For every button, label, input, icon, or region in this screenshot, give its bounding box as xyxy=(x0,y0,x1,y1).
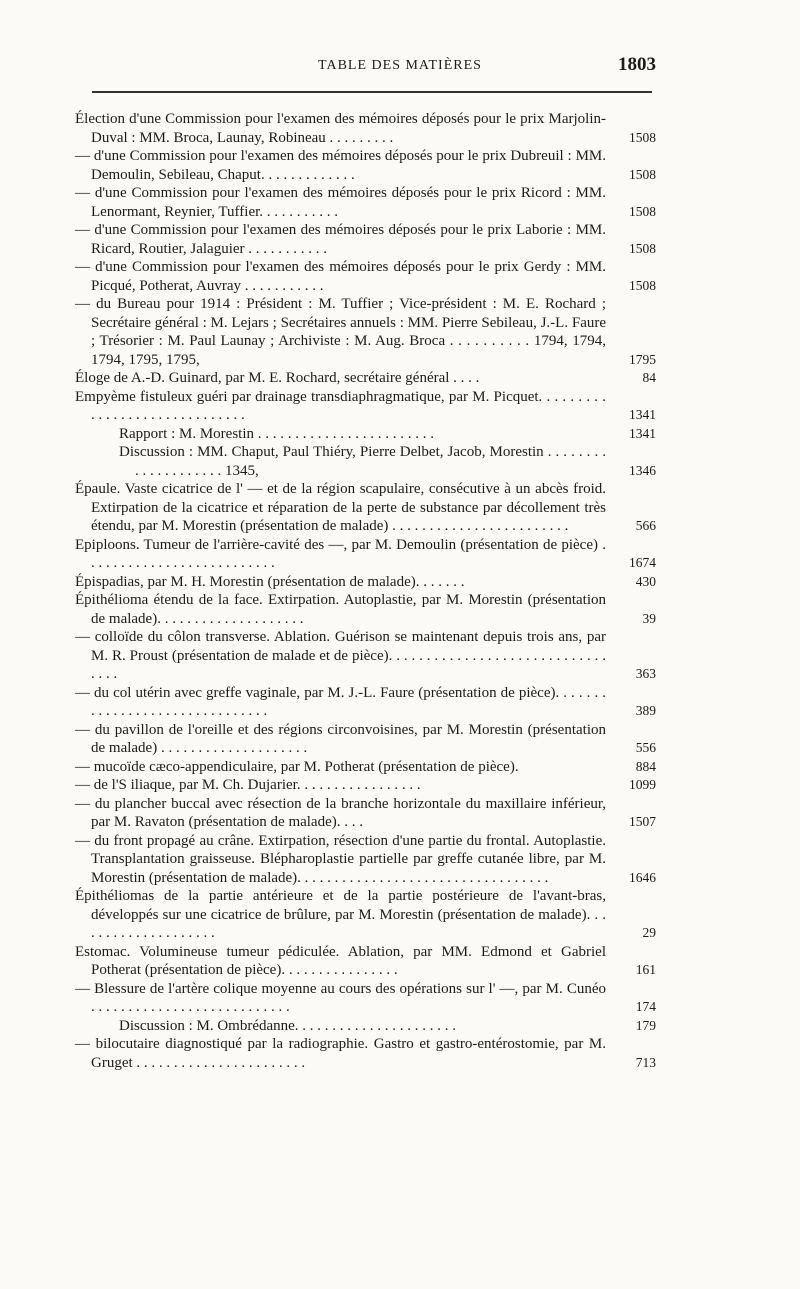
entry-page: 556 xyxy=(635,740,656,755)
entry-text: Élection d'une Commission pour l'examen des mémoires déposés pour le prix Marjolin-Duval : MM. Broca, Launay, Robineau . . . . . . . . . xyxy=(75,111,606,146)
index-entry xyxy=(75,887,656,943)
entry-page: 179 xyxy=(635,1017,656,1033)
entry-text: — Blessure de l'artère colique moyenne au cours des opérations sur l' —, par M. Cunéo . . . . . . . . . . . . . . . . . . . . . . . . . . . xyxy=(75,980,606,1015)
index-entry xyxy=(75,758,656,777)
index-entry xyxy=(75,943,656,980)
entry-text: Estomac. Volumineuse tumeur pédiculée. Ablation, par MM. Edmond et Gabriel Potherat (présentation de pièce). . . . . . . . . . . . . . . . xyxy=(75,943,606,978)
entry-page: 1341 xyxy=(629,425,656,441)
entry-text: — du plancher buccal avec résection de la branche horizontale du maxillaire inférieur, par M. Ravaton (présentation de malade). . . . xyxy=(75,795,606,830)
index-entry xyxy=(75,295,656,369)
entry-page: 1341 xyxy=(629,407,656,422)
entry-page: 39 xyxy=(642,610,656,626)
entry-page: 363 xyxy=(635,666,656,681)
entry-page: 1795 xyxy=(629,351,656,367)
entry-page: 1508 xyxy=(629,203,656,219)
entry-text: Discussion : MM. Chaput, Paul Thiéry, Pierre Delbet, Jacob, Morestin . . . . . . . . . . . . . . . . . . . . 1345, xyxy=(119,444,606,479)
entry-page: 1646 xyxy=(629,869,656,885)
entry-text: — d'une Commission pour l'examen des mémoires déposés pour le prix Dubreuil : MM. Demoulin, Sebileau, Chaput. . . . . . . . . . . . . xyxy=(75,148,606,183)
entry-page: 389 xyxy=(635,703,656,718)
entry-page: 1507 xyxy=(629,814,656,829)
index-entry xyxy=(75,147,656,184)
entry-page: 566 xyxy=(635,518,656,533)
entry-text: Épaule. Vaste cicatrice de l' — et de la région scapulaire, consécutive à un abcès froid. Extirpation de la cicatrice et réparation de la perte de substance par décollement très étendu, par M. Morestin (présentation de malade) . . . . . . . . . . . . . . . . . . . . . . . . xyxy=(75,481,606,534)
entry-text: Empyème fistuleux guéri par drainage transdiaphragmatique, par M. Picquet. . . . . . . . . . . . . . . . . . . . . . . . . . . . . . xyxy=(75,388,606,423)
entry-text: — mucoïde cæco-appendiculaire, par M. Potherat (présentation de pièce). xyxy=(75,758,519,775)
entry-text: Rapport : M. Morestin . . . . . . . . . . . . . . . . . . . . . . . . xyxy=(119,425,434,442)
entry-text: — d'une Commission pour l'examen des mémoires déposés pour le prix Laborie : MM. Ricard, Routier, Jalaguier . . . . . . . . . . . xyxy=(75,222,606,257)
index-entry xyxy=(75,425,656,444)
header-rule xyxy=(92,91,652,93)
index-entry xyxy=(75,1035,656,1072)
entry-page: 161 xyxy=(635,962,656,977)
entry-page: 430 xyxy=(635,573,656,589)
entry-page: 1508 xyxy=(629,166,656,182)
entry-page: 1099 xyxy=(629,777,656,792)
index-entry xyxy=(75,110,656,147)
entry-text: — bilocutaire diagnostiqué par la radiographie. Gastro et gastro-entérostomie, par M. Gruget . . . . . . . . . . . . . . . . . . . . . . . xyxy=(75,1036,606,1071)
index-entry xyxy=(75,184,656,221)
entry-page: 84 xyxy=(642,370,656,385)
entry-text: — d'une Commission pour l'examen des mémoires déposés pour le prix Gerdy : MM. Picqué, Potherat, Auvray . . . . . . . . . . . xyxy=(75,259,606,294)
running-title: TABLE DES MATIÈRES xyxy=(318,58,482,73)
entry-text: — du pavillon de l'oreille et des régions circonvoisines, par M. Morestin (présentation de malade) . . . . . . . . . . . . . . . . . . . . xyxy=(75,721,606,756)
entry-text: — de l'S iliaque, par M. Ch. Dujarier. . . . . . . . . . . . . . . . . xyxy=(75,777,421,793)
index-entry xyxy=(75,591,656,628)
entry-page: 1508 xyxy=(629,277,656,293)
index-entry xyxy=(75,980,656,1017)
entry-text: Épithélioma étendu de la face. Extirpation. Autoplastie, par M. Morestin (présentation de malade). . . . . . . . . . . . . . . . . . . . xyxy=(75,592,606,627)
entry-text: Epiploons. Tumeur de l'arrière-cavité des —, par M. Demoulin (présentation de pièce) . . . . . . . . . . . . . . . . . . . . . . . . . . xyxy=(75,536,606,571)
index-entry xyxy=(75,1017,656,1036)
index-entry xyxy=(75,480,656,536)
index-entry xyxy=(75,258,656,295)
entry-page: 1346 xyxy=(629,462,656,478)
entry-text: — du col utérin avec greffe vaginale, par M. J.-L. Faure (présentation de pièce). . . . . . . . . . . . . . . . . . . . . . . . . . . . . . . xyxy=(75,684,606,719)
index-entry xyxy=(75,832,656,888)
index-entry xyxy=(75,443,656,480)
index-entry xyxy=(75,221,656,258)
entry-page: 1508 xyxy=(629,240,656,256)
entry-text: — du front propagé au crâne. Extirpation, résection d'une partie du frontal. Autoplastie. Transplantation graisseuse. Blépharoplastie partielle par greffe cutanée libre, par M. Morestin (présentation de malade). . . . . . . . . . . . . . . . . . . . . . . . . . . . . . . . . . xyxy=(75,832,606,886)
entry-page: 1508 xyxy=(629,129,656,145)
entry-page: 174 xyxy=(635,999,656,1014)
index-entry xyxy=(75,721,656,758)
entry-page: 713 xyxy=(635,1054,656,1070)
entry-text: — d'une Commission pour l'examen des mémoires déposés pour le prix Ricord : MM. Lenormant, Reynier, Tuffier. . . . . . . . . . . xyxy=(75,185,606,220)
index-entry xyxy=(75,369,656,388)
entry-text: Épithéliomas de la partie antérieure et de la partie postérieure de l'avant-bras, développés sur une cicatrice de brûlure, par M. Morestin (présentation de malade). . . . . . . . . . . . . . . . . . . . xyxy=(75,888,606,941)
index-entry xyxy=(75,776,656,795)
index-entry xyxy=(75,628,656,684)
entry-page: 29 xyxy=(642,925,656,940)
index-entry xyxy=(75,536,656,573)
entry-text: Éloge de A.-D. Guinard, par M. E. Rochard, secrétaire général . . . . xyxy=(75,370,480,386)
index-entry xyxy=(75,795,656,832)
index-entry xyxy=(75,684,656,721)
entry-text: — colloïde du côlon transverse. Ablation. Guérison se maintenant depuis trois ans, par M. R. Proust (présentation de malade et de pièce). . . . . . . . . . . . . . . . . . . . . . . . . . . . . . . . . xyxy=(75,629,606,682)
entry-text: — du Bureau pour 1914 : Président : M. Tuffier ; Vice-président : M. E. Rochard ; Secrétaire général : M. Lejars ; Secrétaires annuels : MM. Pierre Sebileau, J.-L. Faure ; Trésorier : M. Paul Launay ; Archiviste : M. Aug. Broca . . . . . . . . . . 1794, 1794, 1794, 1795, 1795, xyxy=(75,296,606,368)
entry-text: Discussion : M. Ombrédanne. . . . . . . . . . . . . . . . . . . . . . xyxy=(119,1017,457,1034)
entry-text: Épispadias, par M. H. Morestin (présentation de malade). . . . . . . xyxy=(75,573,465,590)
entry-page: 884 xyxy=(635,758,656,774)
page-number: 1803 xyxy=(618,54,656,75)
index-entry xyxy=(75,573,656,592)
index-entry xyxy=(75,388,656,425)
index-entries xyxy=(75,110,656,1072)
entry-page: 1674 xyxy=(629,555,656,570)
